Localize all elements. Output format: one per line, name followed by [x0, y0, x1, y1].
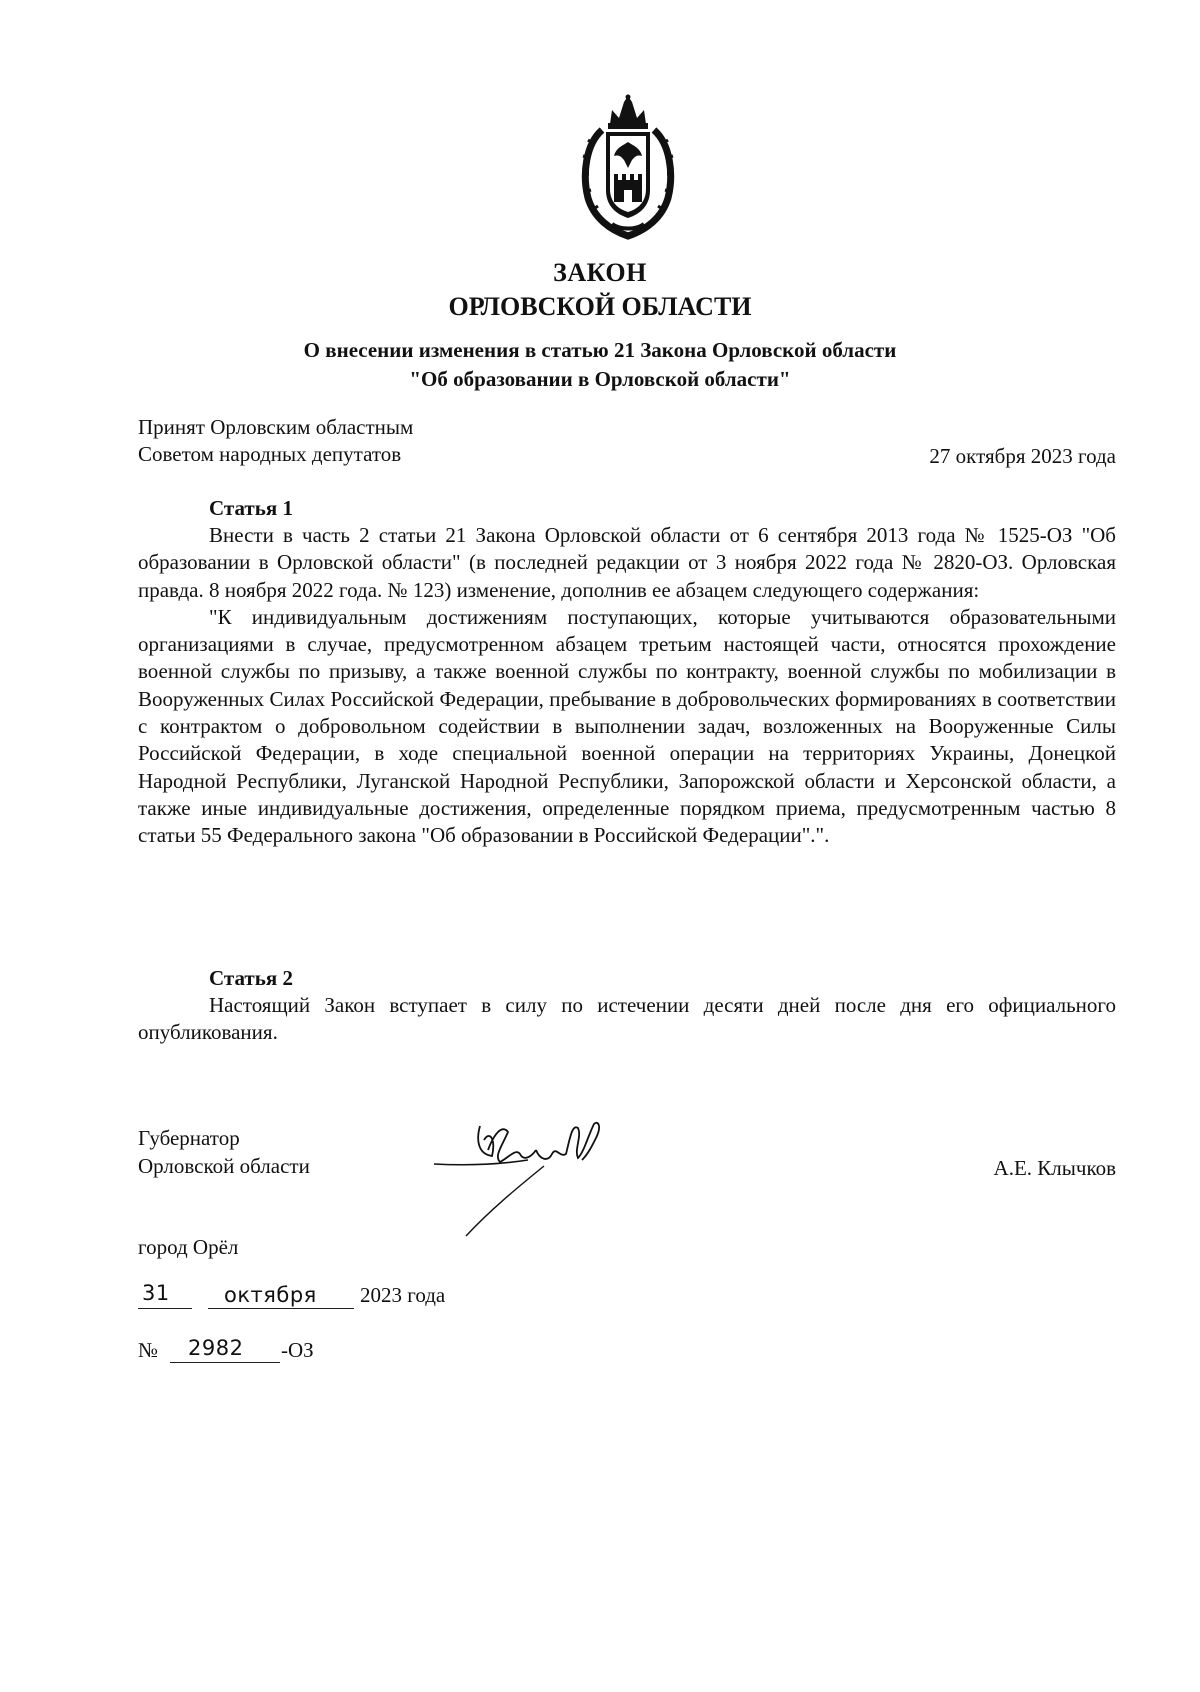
issue-year: 2023 года — [360, 1283, 446, 1307]
adoption-body-line1: Принят Орловским областным — [138, 415, 414, 439]
article-1-paragraph-1: Внести в часть 2 статьи 21 Закона Орловской области от 6 сентября 2013 года № 1525-ОЗ "Об образовании в Орловской области" (в последней редакции от 3 ноября 2022 года № 2820-ОЗ. Орловская правда. 8 ноября 2022 года. № 123) изменение, дополнив ее абзацем следующего содержания: — [138, 523, 1116, 602]
coat-of-arms-icon — [572, 94, 684, 240]
article-2-heading: Статья 2 — [209, 966, 293, 990]
signatory-position-line2: Орловской области — [138, 1154, 310, 1178]
place-of-signing: город Орёл — [138, 1235, 239, 1259]
handwritten-signature — [432, 1110, 632, 1240]
article-1-heading: Статья 1 — [209, 496, 293, 520]
adoption-date: 27 октября 2023 года — [929, 444, 1116, 468]
article-1-paragraph-2: "К индивидуальным достижениям поступающих, которые учитываются образовательными организациями в случае, предусмотренном абзацем третьим настоящей части, относятся прохождение военной службы по призыву, а также военной службы по контракту, военной службы по мобилизации в Вооруженных Силах Российской Федерации, пребывание в добровольческих формированиях в соответствии с контрактом о добровольном содействии в выполнении задач, возложенных на Вооруженные Силы Российской Федерации, в ходе специальной военной операции на территориях Украины, Донецкой Народной Республики, Луганской Народной Республики, Запорожской области и Херсонской области, а также иные индивидуальные достижения, определенные порядком приема, предусмотренным частью 8 статьи 55 Федерального закона "Об образовании в Российской Федерации".". — [138, 604, 1116, 848]
issue-month-underline — [208, 1308, 354, 1309]
adoption-body-line2: Советом народных депутатов — [138, 442, 402, 466]
document-subtitle-law-name: "Об образовании в Орловской области" — [409, 367, 791, 391]
issue-number-underline — [170, 1362, 280, 1363]
issue-month: октября — [224, 1283, 317, 1307]
article-2-paragraph: Настоящий Закон вступает в силу по истечении десяти дней после дня его официального опубликования. — [138, 993, 1116, 1045]
article-2-body — [138, 992, 1116, 1047]
document-title: ЗАКОН — [553, 258, 647, 287]
document-title-region: ОРЛОВСКОЙ ОБЛАСТИ — [448, 292, 752, 321]
issue-number-suffix: -ОЗ — [281, 1338, 314, 1362]
issue-number-prefix: № — [138, 1338, 159, 1362]
issue-day: 31 — [142, 1281, 170, 1305]
signatory-position-line1: Губернатор — [138, 1126, 240, 1150]
document-subtitle: О внесении изменения в статью 21 Закона Орловской области — [303, 338, 897, 362]
article-1-body — [138, 522, 1116, 850]
signatory-name: А.Е. Клычков — [993, 1156, 1116, 1180]
issue-number: 2982 — [188, 1336, 244, 1360]
issue-day-underline — [138, 1308, 192, 1309]
